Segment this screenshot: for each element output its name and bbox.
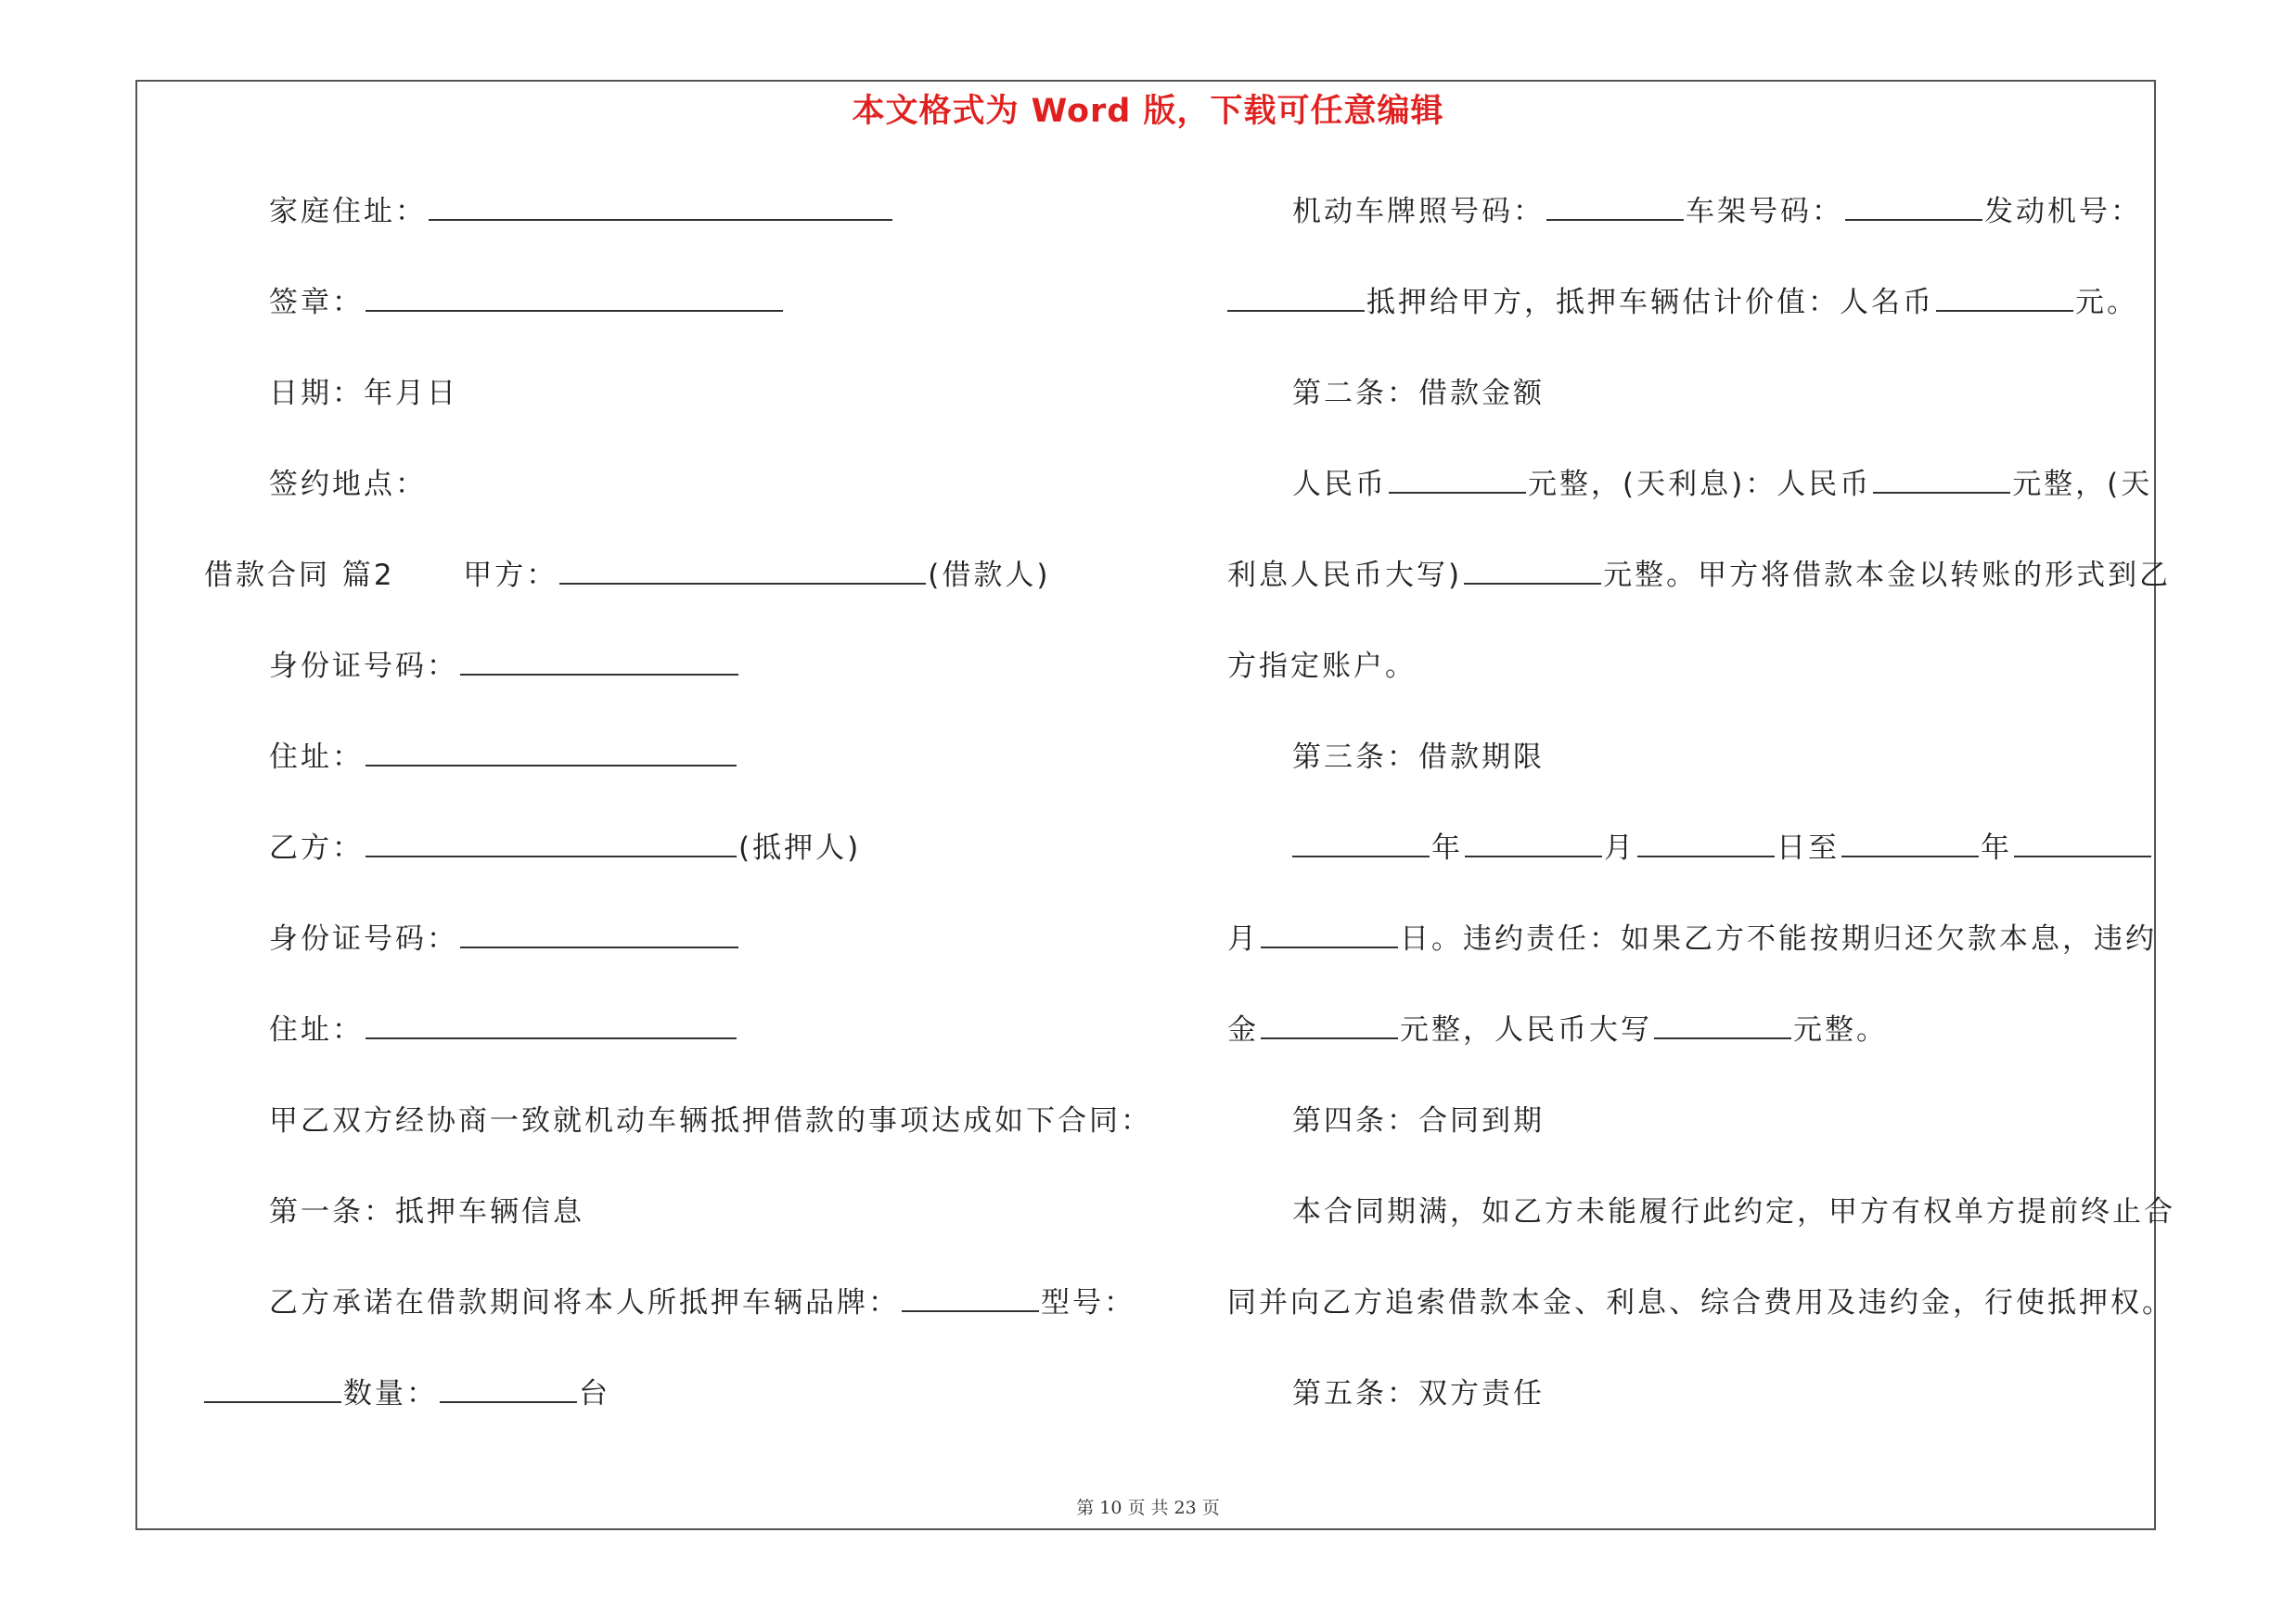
- yuan-end: 元。: [2075, 286, 2138, 319]
- penalty-blank: [1261, 1010, 1398, 1039]
- address-b-blank: [366, 1010, 737, 1039]
- transfer-text: 元整。甲方将借款本金以转账的形式到乙: [1603, 559, 2172, 592]
- rmb-label: 人民币: [1292, 468, 1387, 501]
- id-number-a-line: [269, 646, 740, 687]
- penalty-label: 金: [1227, 1013, 1259, 1047]
- pledgor-note: (抵押人): [738, 831, 862, 865]
- day-to-label: 日至: [1777, 831, 1840, 865]
- id-number-a-blank: [460, 646, 738, 676]
- default-text: 日。违约责任：如果乙方不能按期归还欠款本息，违约: [1400, 922, 2157, 956]
- whole-paren-text: 元整，(天: [2012, 468, 2153, 501]
- year-label-2: 年: [1981, 831, 2012, 865]
- footer-suffix: 页: [1201, 1498, 1220, 1518]
- home-address-label: 家庭住址：: [269, 195, 427, 228]
- frame-number-blank: [1845, 191, 1982, 221]
- format-banner: 本文格式为 Word 版，下载可任意编辑: [852, 93, 1444, 130]
- home-address-line: [269, 191, 894, 232]
- model-label: 型号：: [1041, 1286, 1135, 1320]
- footer-mid: 页 共: [1127, 1498, 1169, 1518]
- month-label-2: 月: [1227, 922, 1259, 956]
- id-number-b-blank: [460, 919, 738, 948]
- id-number-a-label: 身份证号码：: [269, 650, 458, 683]
- party-b-line: [269, 828, 861, 869]
- whole-end-text: 元整。: [1793, 1013, 1888, 1047]
- vehicle-brand-line: [269, 1282, 1135, 1323]
- end-year-blank: [1841, 828, 1979, 857]
- home-address-blank: [429, 191, 892, 221]
- address-a-label: 住址：: [269, 741, 364, 774]
- address-b-line: [269, 1010, 738, 1050]
- address-a-line: [269, 737, 738, 778]
- article-1-heading: 第一条：抵押车辆信息: [269, 1195, 584, 1229]
- penalty-line: [1227, 1010, 1888, 1050]
- loan-period-line: [1292, 828, 2153, 869]
- expiry-line-1: 本合同期满，如乙方未能履行此约定，甲方有权单方提前终止合: [1292, 1195, 2175, 1229]
- start-day-blank: [1637, 828, 1775, 857]
- loan-amount-line: [1292, 464, 2152, 505]
- page-number: 10: [1099, 1498, 1122, 1518]
- year-label: 年: [1431, 831, 1463, 865]
- interest-upper-blank: [1464, 555, 1601, 585]
- interest-blank: [1873, 464, 2010, 494]
- plate-number-label: 机动车牌照号码：: [1292, 195, 1545, 228]
- promise-text: 乙方承诺在借款期间将本人所抵押车辆品牌：: [269, 1286, 900, 1320]
- penalty-mid-text: 元整，人民币大写: [1400, 1013, 1652, 1047]
- article-2-heading: 第二条：借款金额: [1292, 377, 1545, 410]
- contract-title-line: [204, 555, 1051, 596]
- borrower-note: (借款人): [928, 559, 1051, 592]
- seal-line: [269, 282, 785, 323]
- sign-place-line: 签约地点：: [269, 468, 427, 501]
- start-month-blank: [1465, 828, 1602, 857]
- vehicle-ids-line: [1292, 191, 2142, 232]
- start-year-blank: [1292, 828, 1430, 857]
- frame-number-label: 车架号码：: [1686, 195, 1843, 228]
- date-line: 日期：年月日: [269, 377, 458, 410]
- default-line: [1227, 919, 2157, 960]
- account-line: 方指定账户。: [1227, 650, 1417, 683]
- vehicle-quantity-line: [204, 1373, 610, 1414]
- model-blank: [204, 1373, 341, 1403]
- interest-upper-label: 利息人民币大写): [1227, 559, 1463, 592]
- party-a-blank: [559, 555, 926, 585]
- article-4-heading: 第四条：合同到期: [1292, 1104, 1545, 1138]
- pledge-text: 抵押给甲方，抵押车辆估计价值：人名币: [1366, 286, 1934, 319]
- interest-text: 元整，(天利息)：人民币: [1528, 468, 1872, 501]
- interest-upper-line: [1227, 555, 2171, 596]
- party-a-label: 甲方：: [463, 559, 558, 592]
- page-footer: [0, 1494, 2296, 1519]
- brand-blank: [902, 1282, 1039, 1312]
- end-day-blank: [1261, 919, 1398, 948]
- engine-number-blank: [1227, 282, 1365, 312]
- id-number-b-label: 身份证号码：: [269, 922, 458, 956]
- party-b-label: 乙方：: [269, 831, 364, 865]
- seal-blank: [366, 282, 783, 312]
- article-5-heading: 第五条：双方责任: [1292, 1377, 1545, 1410]
- penalty-upper-blank: [1654, 1010, 1791, 1039]
- party-b-blank: [366, 828, 737, 857]
- footer-prefix: 第: [1076, 1498, 1095, 1518]
- address-b-label: 住址：: [269, 1013, 364, 1047]
- seal-label: 签章：: [269, 286, 364, 319]
- id-number-b-line: [269, 919, 740, 960]
- agreement-line: 甲乙双方经协商一致就机动车辆抵押借款的事项达成如下合同：: [269, 1104, 1152, 1138]
- unit-label: 台: [579, 1377, 610, 1410]
- quantity-blank: [440, 1373, 577, 1403]
- address-a-blank: [366, 737, 737, 766]
- article-3-heading: 第三条：借款期限: [1292, 741, 1545, 774]
- month-label: 月: [1604, 831, 1635, 865]
- quantity-label: 数量：: [343, 1377, 438, 1410]
- pledge-value-blank: [1936, 282, 2073, 312]
- expiry-line-2: 同并向乙方追索借款本金、利息、综合费用及违约金，行使抵押权。: [1227, 1286, 2174, 1320]
- end-month-blank: [2014, 828, 2151, 857]
- section-title: 借款合同 篇2: [204, 559, 395, 592]
- engine-number-label: 发动机号：: [1984, 195, 2142, 228]
- plate-number-blank: [1546, 191, 1684, 221]
- pledge-value-line: [1227, 282, 2138, 323]
- page-total: 23: [1174, 1498, 1197, 1518]
- principal-blank: [1389, 464, 1526, 494]
